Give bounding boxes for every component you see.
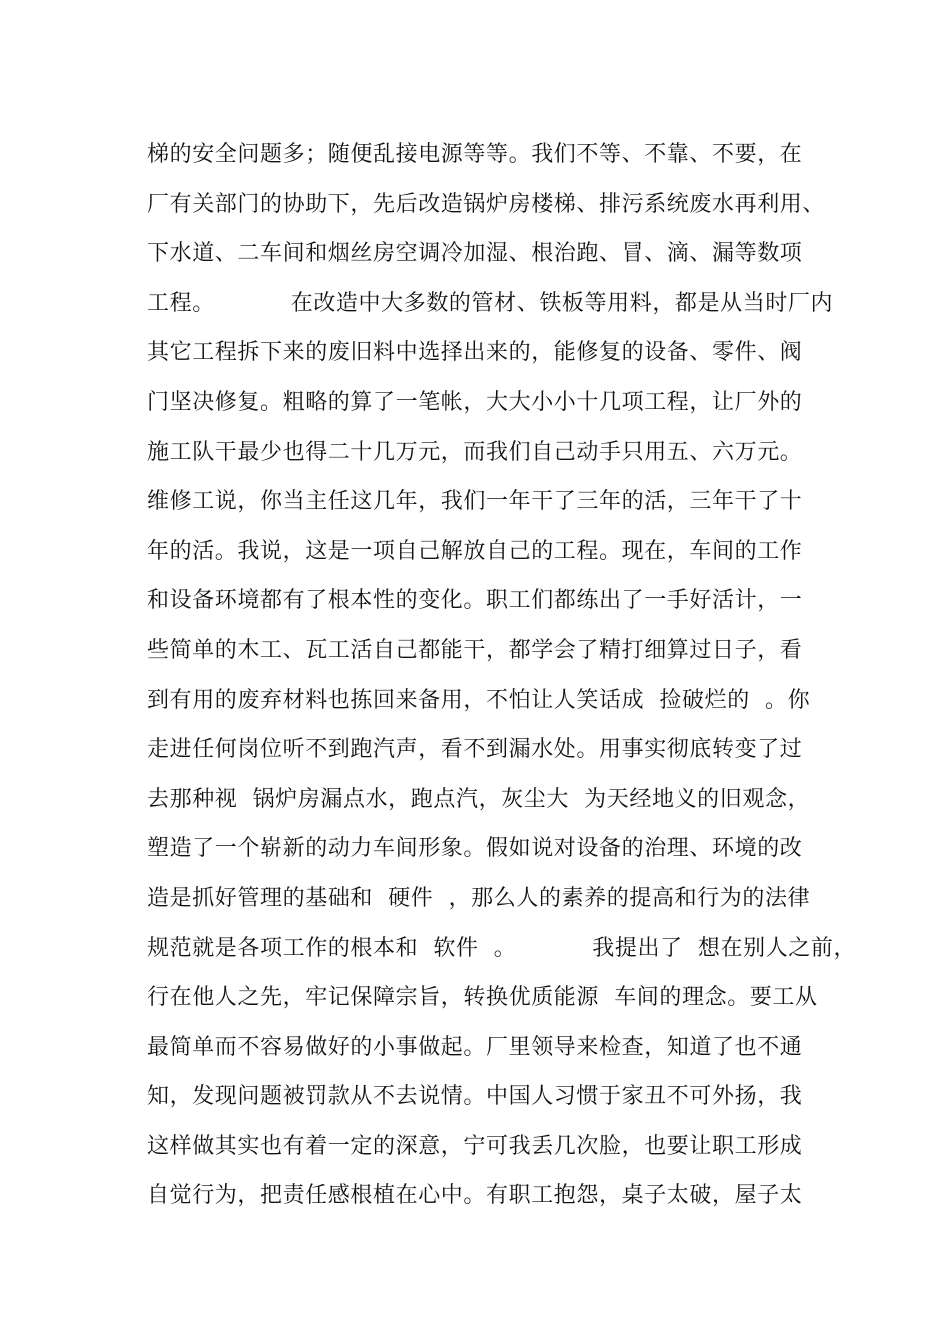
text-line: 工程。 在改造中大多数的管材、铁板等用料，都是从当时厂内 bbox=[147, 290, 834, 316]
text-line: 到有用的废弃材料也拣回来备用，不怕让人笑话成 捡破烂的 。你 bbox=[147, 687, 811, 713]
text-line: 这样做其实也有着一定的深意，宁可我丢几次脸，也要让职工形成 bbox=[147, 1133, 803, 1159]
text-line: 其它工程拆下来的废旧料中选择出来的，能修复的设备、零件、阀 bbox=[147, 340, 803, 366]
text-line: 下水道、二车间和烟丝房空调冷加湿、根治跑、冒、滴、漏等数项 bbox=[147, 241, 803, 267]
text-line: 施工队干最少也得二十几万元，而我们自己动手只用五、六万元。 bbox=[147, 439, 803, 465]
text-line: 造是抓好管理的基础和 硬件 ，那么人的素养的提高和行为的法律 bbox=[147, 885, 811, 911]
text-line: 知，发现问题被罚款从不去说情。中国人习惯于家丑不可外扬，我 bbox=[147, 1084, 803, 1110]
text-line: 规范就是各项工作的根本和 软件 。 我提出了 想在别人之前， bbox=[147, 935, 857, 961]
text-line: 门坚决修复。粗略的算了一笔帐，大大小小十几项工程，让厂外的 bbox=[147, 389, 803, 415]
text-line: 最简单而不容易做好的小事做起。厂里领导来检查，知道了也不通 bbox=[147, 1034, 803, 1060]
text-line: 厂有关部门的协助下，先后改造锅炉房楼梯、排污系统废水再利用、 bbox=[147, 191, 826, 217]
text-line: 维修工说，你当主任这几年，我们一年干了三年的活，三年干了十 bbox=[147, 489, 803, 515]
text-line: 年的活。我说，这是一项自己解放自己的工程。现在，车间的工作 bbox=[147, 538, 803, 564]
text-line: 塑造了一个崭新的动力车间形象。假如说对设备的治理、环境的改 bbox=[147, 836, 803, 862]
text-line: 走进任何岗位听不到跑汽声，看不到漏水处。用事实彻底转变了过 bbox=[147, 737, 803, 763]
text-line: 行在他人之先，牢记保障宗旨，转换优质能源 车间的理念。要工从 bbox=[147, 985, 818, 1011]
body-text bbox=[147, 130, 857, 1221]
text-line: 去那种视 锅炉房漏点水，跑点汽，灰尘大 为天经地义的旧观念， bbox=[147, 786, 811, 812]
text-line: 自觉行为，把责任感根植在心中。有职工抱怨，桌子太破，屋子太 bbox=[147, 1183, 803, 1209]
text-line: 和设备环境都有了根本性的变化。职工们都练出了一手好活计，一 bbox=[147, 588, 803, 614]
text-line: 梯的安全问题多；随便乱接电源等等。我们不等、不靠、不要，在 bbox=[147, 142, 803, 167]
text-line: 些简单的木工、瓦工活自己都能干，都学会了精打细算过日子，看 bbox=[147, 637, 803, 663]
